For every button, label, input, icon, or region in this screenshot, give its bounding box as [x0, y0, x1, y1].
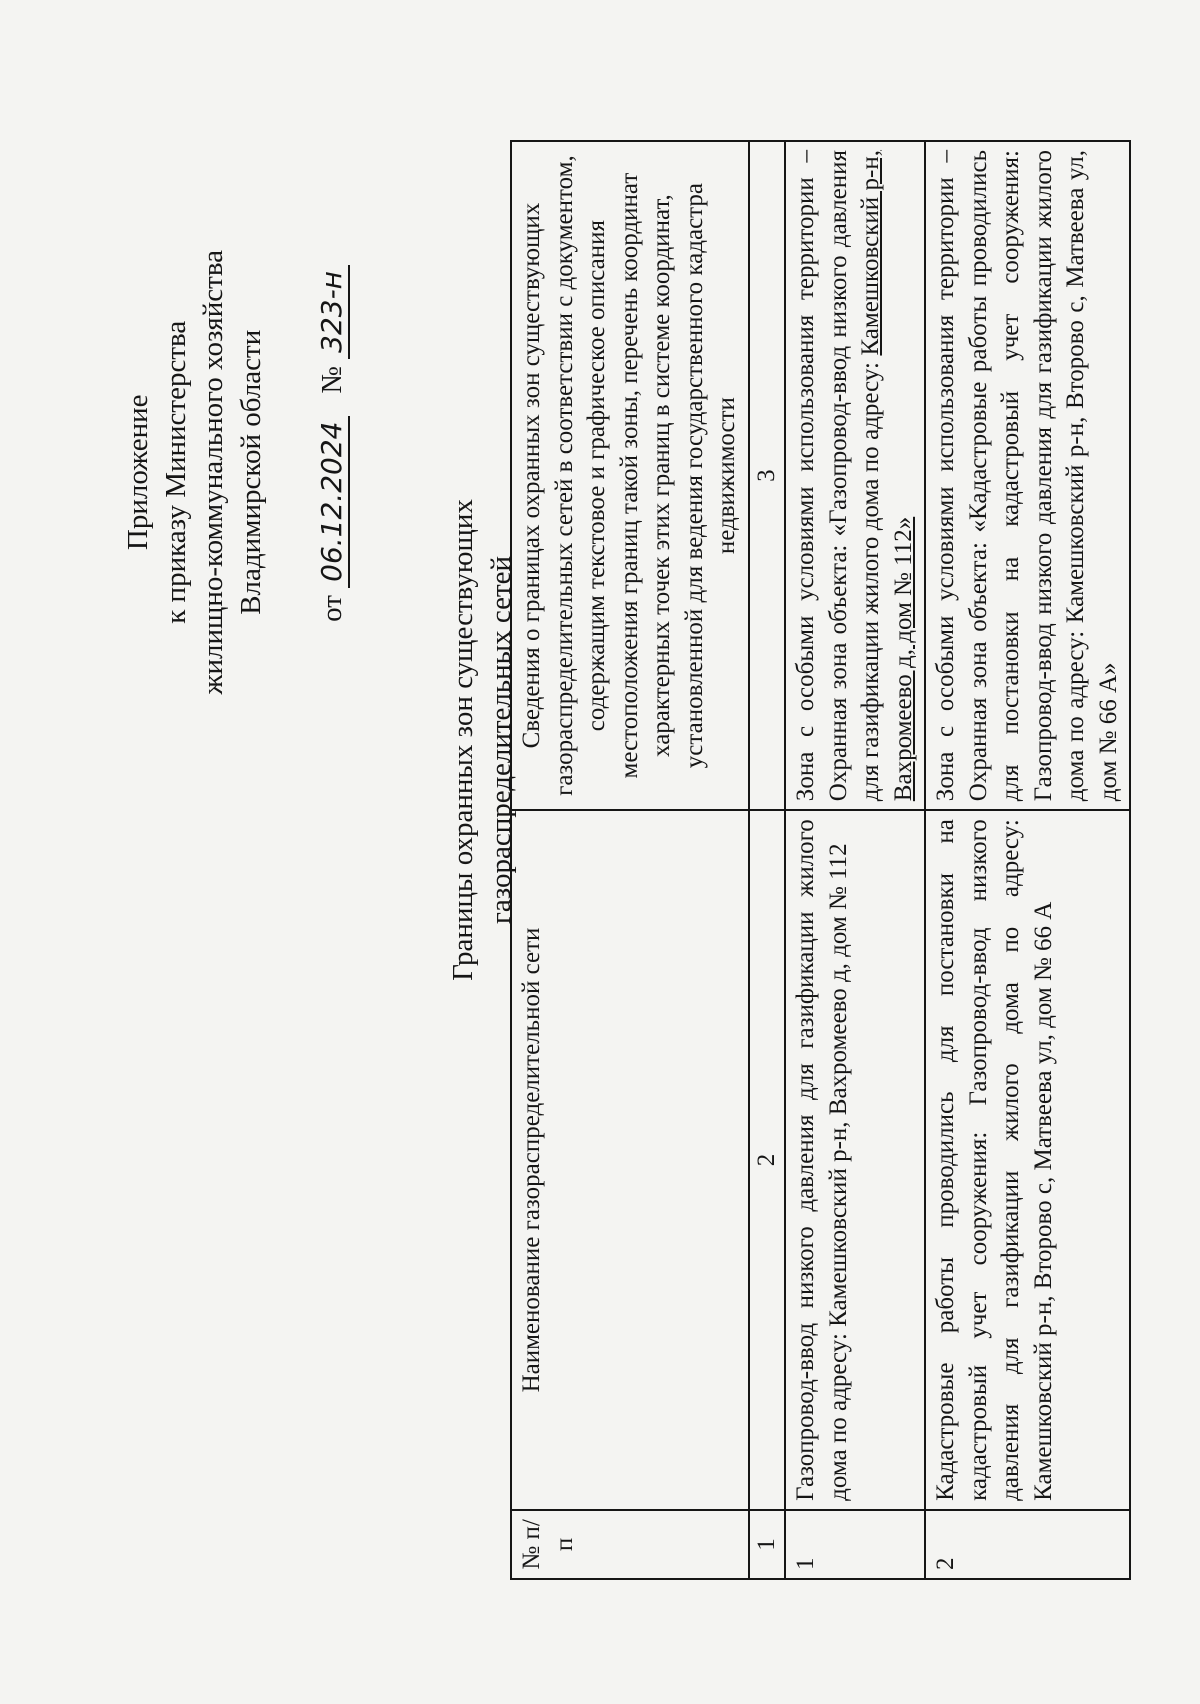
zones-table [510, 140, 1131, 1580]
index-cell-2: 2 [749, 810, 786, 1510]
header-name: Наименование газораспределительной сети [511, 810, 749, 1510]
number-prefix: № [316, 366, 348, 394]
appendix-ministry: жилищно-коммунального хозяйства [197, 250, 230, 695]
header-num: № п/п [511, 1510, 749, 1579]
table-row [925, 141, 1130, 1579]
row-name: Кадастровые работы проводились для постановки на кадастровый учет сооружения: Газопровод-ввод низкого давления для газификации жилого дома по адресу: Камешковский р-н, Второво с, Матвеева ул, дом № 66 А [925, 810, 1130, 1510]
appendix-region: Владимирской области [235, 329, 268, 615]
index-cell-3: 3 [749, 141, 786, 810]
index-cell-1: 1 [749, 1510, 786, 1579]
table-header-row [511, 141, 749, 1579]
row-num: 1 [785, 1510, 925, 1579]
appendix-label: Приложение [122, 394, 154, 551]
appendix-order-ref: к приказу Министерства [159, 320, 192, 624]
title-line-1: Границы охранных зон существующих [447, 499, 479, 981]
title-line-2: газораспределительных сетей [484, 555, 517, 925]
date-prefix: от [316, 595, 348, 622]
order-date: 06.12.2024 [315, 416, 350, 588]
order-date-number [315, 265, 350, 622]
table-index-row [749, 141, 786, 1579]
row-name: Газопровод-ввод низкого давления для газификации жилого дома по адресу: Камешковский р-н, Вахромеево д, дом № 112 [785, 810, 925, 1510]
row-num: 2 [925, 1510, 1130, 1579]
row-info-underlined: Камешковский р-н, Вахромеево д, дом № 112» [857, 149, 917, 802]
table-row [785, 141, 925, 1579]
appendix-header [120, 250, 271, 695]
header-info: Сведения о границах охранных зон существующих газораспределительных сетей в соответствии с документом, содержащим текстовое и графическое описания местоположения границ такой зоны, перечень координат характерных точек этих границ в системе координат, установленной для ведения государственного кадастра недвижимости [511, 141, 749, 810]
row-info-text: Зона с особыми условиями использования территории – Охранная зона объекта: «Кадастровые работы проводились для постановки на кадастровый учет сооружения: Газопровод-ввод низкого давления для газификации жилого дома по адресу: Камешковский р-н, Второво с, Матвеева ул, дом № 66 А» [932, 150, 1122, 802]
row-info-text: Зона с особыми условиями использования территории – Охранная зона объекта: «Газопровод-ввод низкого давления для газификации жилого дома по адресу: [792, 150, 884, 802]
rotated-page [60, 100, 1122, 1620]
row-info [785, 141, 925, 810]
order-number: 323-н [315, 265, 350, 359]
row-info [925, 141, 1130, 810]
